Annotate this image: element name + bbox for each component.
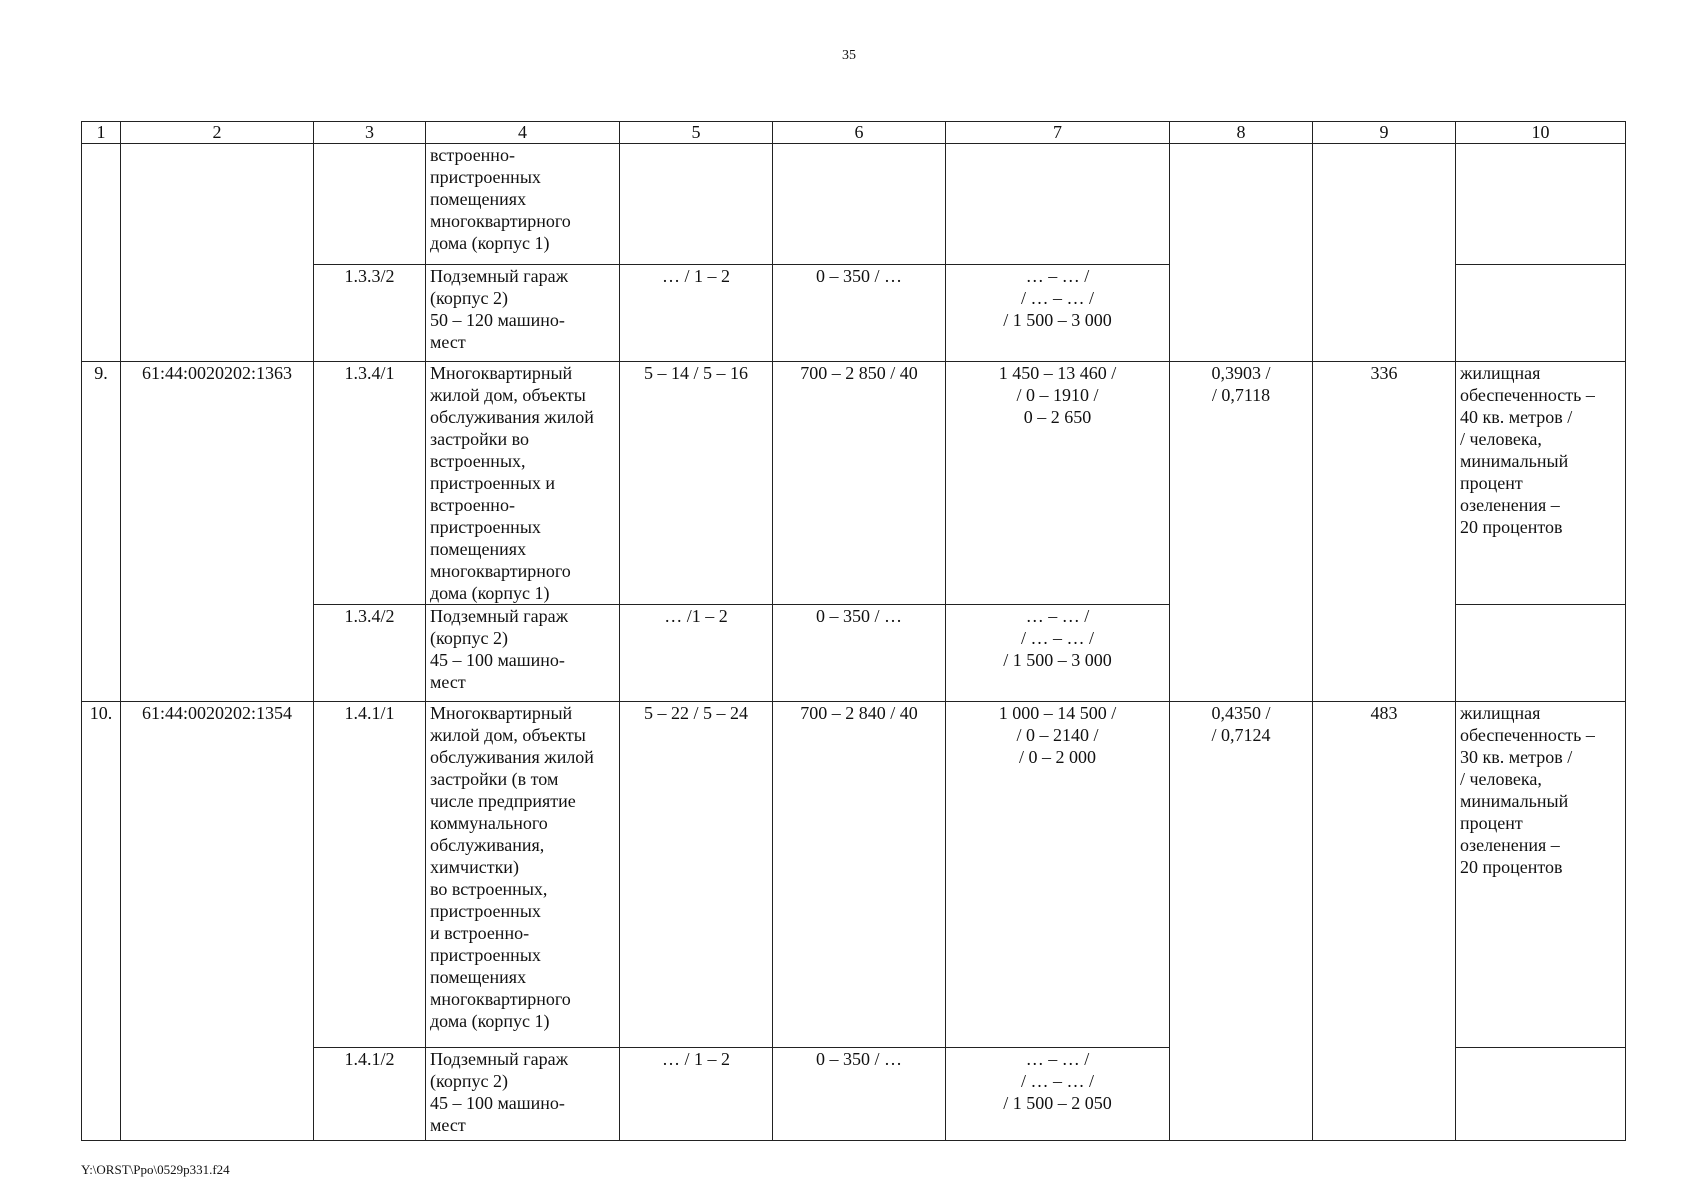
density-cell: 0,3903 / / 0,7118 — [1170, 362, 1313, 702]
floors-cell: … / 1 – 2 — [620, 1048, 773, 1141]
cadastral-number-cell: 61:44:0020202:1363 — [121, 362, 314, 702]
header-cell: 8 — [1170, 122, 1313, 144]
table-row — [82, 362, 1626, 605]
page-number: 35 — [842, 48, 856, 63]
table-row — [82, 144, 1626, 265]
area-cell: 700 – 2 850 / 40 — [773, 362, 946, 605]
notes-cell: жилищная обеспеченность – 40 кв. метров / / человека, минимальный процент озеленения – 20 процентов — [1456, 362, 1626, 605]
header-cell: 9 — [1313, 122, 1456, 144]
residents-cell: 336 — [1313, 362, 1456, 702]
permitted-use-cell: встроенно- пристроенных помещениях многоквартирного дома (корпус 1) — [426, 144, 620, 265]
notes-cell — [1456, 265, 1626, 362]
row-number-cell — [82, 144, 121, 362]
header-cell: 7 — [946, 122, 1170, 144]
permitted-use-cell: Многоквартирный жилой дом, объекты обслуживания жилой застройки (в том числе предприятие коммунального обслуживания, химчистки) во встроенных, пристроенных и встроенно- пристроенных помещениях многоквартирного дома (корпус 1) — [426, 702, 620, 1048]
gross-area-cell: … – … / / … – … / / 1 500 – 3 000 — [946, 265, 1170, 362]
gross-area-cell: … – … / / … – … / / 1 500 – 2 050 — [946, 1048, 1170, 1141]
zone-code-cell: 1.3.4/2 — [314, 605, 426, 702]
header-cell: 6 — [773, 122, 946, 144]
residents-cell — [1313, 144, 1456, 362]
notes-cell — [1456, 605, 1626, 702]
header-cell: 10 — [1456, 122, 1626, 144]
residents-cell: 483 — [1313, 702, 1456, 1141]
permitted-use-cell: Многоквартирный жилой дом, объекты обслуживания жилой застройки во встроенных, пристроенных и встроенно- пристроенных помещениях многоквартирного дома (корпус 1) — [426, 362, 620, 605]
floors-cell: … / 1 – 2 — [620, 265, 773, 362]
row-number-cell: 9. — [82, 362, 121, 702]
area-cell: 0 – 350 / … — [773, 265, 946, 362]
header-cell: 2 — [121, 122, 314, 144]
footer-file-path: Y:\ORST\Ppo\0529p331.f24 — [81, 1162, 230, 1177]
row-number-cell: 10. — [82, 702, 121, 1141]
header-cell: 5 — [620, 122, 773, 144]
area-cell: 0 – 350 / … — [773, 605, 946, 702]
header-cell: 3 — [314, 122, 426, 144]
header-cell: 4 — [426, 122, 620, 144]
floors-cell: 5 – 14 / 5 – 16 — [620, 362, 773, 605]
notes-cell: жилищная обеспеченность – 30 кв. метров / / человека, минимальный процент озеленения – 20 процентов — [1456, 702, 1626, 1048]
cadastral-number-cell — [121, 144, 314, 362]
density-cell: 0,4350 / / 0,7124 — [1170, 702, 1313, 1141]
cadastral-number-cell: 61:44:0020202:1354 — [121, 702, 314, 1141]
area-cell: 0 – 350 / … — [773, 1048, 946, 1141]
area-cell — [773, 144, 946, 265]
table-header-row — [82, 122, 1626, 144]
gross-area-cell: … – … / / … – … / / 1 500 – 3 000 — [946, 605, 1170, 702]
permitted-use-cell: Подземный гараж (корпус 2) 45 – 100 машино- мест — [426, 605, 620, 702]
zone-code-cell: 1.3.3/2 — [314, 265, 426, 362]
density-cell — [1170, 144, 1313, 362]
gross-area-cell: 1 450 – 13 460 / / 0 – 1910 / 0 – 2 650 — [946, 362, 1170, 605]
floors-cell: 5 – 22 / 5 – 24 — [620, 702, 773, 1048]
header-cell: 1 — [82, 122, 121, 144]
zone-code-cell — [314, 144, 426, 265]
gross-area-cell — [946, 144, 1170, 265]
zoning-parameters-table — [81, 121, 1626, 1141]
gross-area-cell: 1 000 – 14 500 / / 0 – 2140 / / 0 – 2 000 — [946, 702, 1170, 1048]
floors-cell: … /1 – 2 — [620, 605, 773, 702]
zone-code-cell: 1.4.1/2 — [314, 1048, 426, 1141]
notes-cell — [1456, 144, 1626, 265]
area-cell: 700 – 2 840 / 40 — [773, 702, 946, 1048]
zone-code-cell: 1.3.4/1 — [314, 362, 426, 605]
permitted-use-cell: Подземный гараж (корпус 2) 50 – 120 машино- мест — [426, 265, 620, 362]
zone-code-cell: 1.4.1/1 — [314, 702, 426, 1048]
table-row — [82, 702, 1626, 1048]
notes-cell — [1456, 1048, 1626, 1141]
permitted-use-cell: Подземный гараж (корпус 2) 45 – 100 машино- мест — [426, 1048, 620, 1141]
floors-cell — [620, 144, 773, 265]
